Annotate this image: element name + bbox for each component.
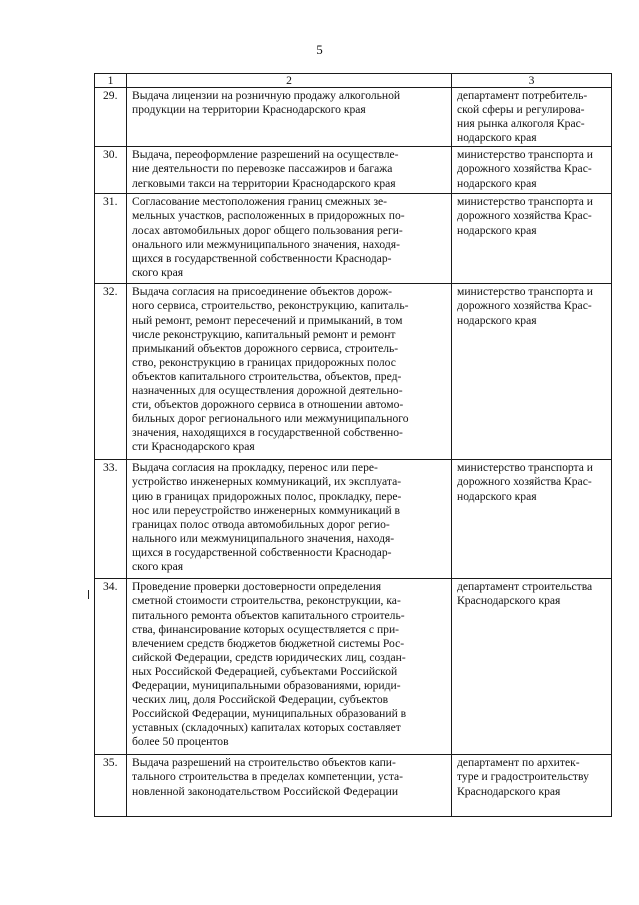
responsible-body: министерство транспорта и дорожного хозяйства Крас- нодарского края [457,148,594,190]
row-number: 33. [103,461,118,475]
column-header-3: 3 [452,74,612,88]
margin-mark [88,590,89,599]
row-number: 30. [103,148,118,162]
service-description: Выдача, переоформление разрешений на осуществле- ние деятельности по перевозке пассажиров и багажа легковыми такси на территории Краснодарского края [132,148,399,190]
service-description: Выдача согласия на прокладку, перенос или пере- устройство инженерных коммуникаций, их эксплуата- цию в границах придорожных полос, прокладку, пере- нос или переустройство инженерных коммуникаций в границах полос отвода автомобильных дорог регио- нального или межмуниципального значения, находя- щихся в государственной собственности Краснодар- ского края [132,461,402,574]
service-description: Выдача согласия на присоединение объектов дорож- ного сервиса, строительство, реконструкцию, капиталь- ный ремонт, ремонт пересечений и примыканий, в том числе реконструкцию, капитальный ремонт и ремонт примыканий объектов дорожного сервиса, строитель- ство, реконструкцию в границах придорожных полос объектов капитального строительства, объектов, пред- назначенных для осуществления дорожной деятельно- сти, объектов дорожного сервиса в отношении автомо- бильных дорог регионального или межмуниципального значения, находящихся в государственной собственно- сти Краснодарского края [132,285,409,454]
responsible-body: департамент строительства Краснодарского края [457,580,593,608]
page-number: 5 [316,42,323,57]
services-table [94,73,612,817]
table-header-row [95,74,612,88]
column-header-1: 1 [95,74,127,88]
row-number: 34. [103,580,118,594]
responsible-body: министерство транспорта и дорожного хозяйства Крас- нодарского края [457,195,594,237]
row-number: 31. [103,195,118,209]
table-row [95,194,612,284]
responsible-body: министерство транспорта и дорожного хозяйства Крас- нодарского края [457,285,594,327]
responsible-body: департамент по архитек- туре и градостроительству Краснодарского края [457,756,589,798]
column-header-2: 2 [127,74,452,88]
row-number: 32. [103,285,118,299]
service-description: Проведение проверки достоверности определения сметной стоимости строительства, реконструкции, ка- питального ремонта объектов капитального строитель- ства, финансирование которых осуществляется с при- влечением средств бюджетов бюджетной системы Рос- сийской Федерации, средств юридических лиц, создан- ных Российской Федерацией, субъектами Российской Федерации, муниципальными образованиями, юриди- ческих лиц, доля Российской Федерации, субъектов Российской Федерации, муниципальных образований в уставных (складочных) капиталах которых составляет более 50 процентов [132,580,407,749]
table-row [95,284,612,460]
table-row [95,147,612,194]
row-number: 35. [103,756,118,770]
table-row [95,579,612,755]
service-description: Выдача разрешений на строительство объектов капи- тального строительства в пределах компетенции, уста- новленной законодательством Российской Федерации [132,756,404,798]
service-description: Выдача лицензии на розничную продажу алкогольной продукции на территории Краснодарского края [132,89,401,117]
table-row [95,755,612,817]
table-row [95,460,612,579]
responsible-body: департамент потребитель- ской сферы и регулирова- ния рынка алкоголя Крас- нодарского края [457,89,588,145]
responsible-body: министерство транспорта и дорожного хозяйства Крас- нодарского края [457,461,594,503]
row-number: 29. [103,89,118,102]
table-row [95,88,612,147]
service-description: Согласование местоположения границ смежных зе- мельных участков, расположенных в придорожных по- лосах автомобильных дорог общего пользования реги- онального или межмуниципального значения, находя- щихся в государственной собственности Краснодар- ского края [132,195,405,279]
